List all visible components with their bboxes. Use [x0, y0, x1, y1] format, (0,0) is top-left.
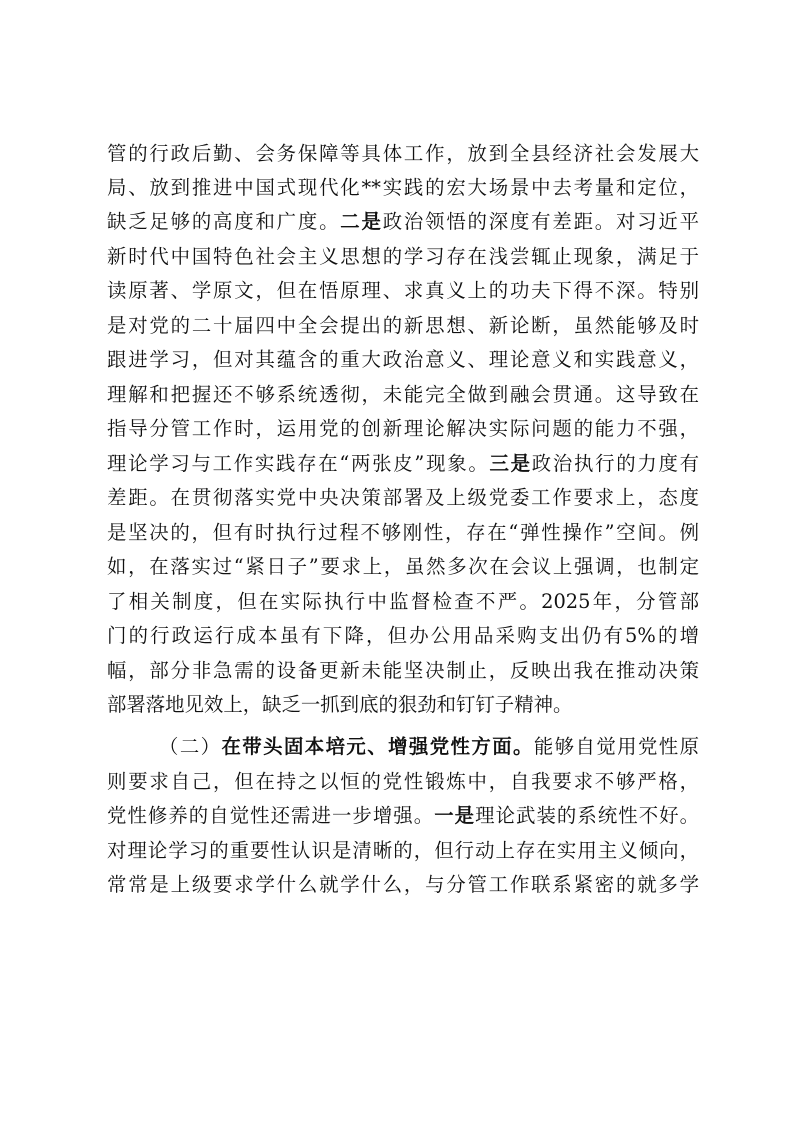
text-line: [107, 173, 699, 203]
text-line: [107, 449, 699, 479]
text-line: [107, 207, 699, 237]
text-run: 部署落地见效上，缺乏一抓到底的狠劲和钉钉子精神。: [107, 693, 573, 716]
text-line: [107, 311, 699, 341]
text-run: 门的行政运行成本虽有下降，但办公用品采购支出仍有5%的增: [107, 624, 699, 647]
text-run: 常常是上级要求学什么就学什么，与分管工作联系紧密的就多学: [107, 873, 699, 896]
text-line: [107, 767, 699, 797]
text-run: 幅，部分非急需的设备更新未能坚决制止，反映出我在推动决策: [107, 659, 699, 682]
text-run: 则要求自己，但在持之以恒的党性锻炼中，自我要求不够严格，: [107, 770, 699, 793]
text-line: [107, 276, 699, 306]
bold-lead-text: 二是: [340, 210, 383, 233]
text-line: [107, 242, 699, 272]
text-line: [107, 414, 699, 444]
text-line: [107, 139, 699, 169]
text-run: 对理论学习的重要性认识是清晰的，但行动上存在实用主义倾向，: [107, 839, 699, 862]
text-line: [107, 836, 699, 866]
text-run: 了相关制度，但在实际执行中监督检查不严。2025年，分管部: [107, 590, 699, 613]
text-line: [107, 587, 699, 617]
text-run: 党性修养的自觉性还需进一步增强。: [107, 804, 435, 827]
text-run: 如，在落实过“紧日子”要求上，虽然多次在会议上强调，也制定: [107, 555, 699, 578]
text-run: 理论学习与工作实践存在“两张皮”现象。: [107, 452, 490, 475]
text-line: [107, 656, 699, 686]
text-line: [107, 345, 699, 375]
text-run: 政治执行的力度有: [531, 452, 700, 475]
text-line: [107, 380, 699, 410]
text-line: [107, 690, 699, 720]
bold-lead-text: 三是: [489, 452, 532, 475]
text-run: 理论武装的系统性不好。: [475, 804, 700, 827]
text-run: 指导分管工作时，运用党的创新理论解决实际问题的能力不强，: [107, 417, 699, 440]
text-line: [107, 801, 699, 831]
text-run: 政治领悟的深度有差距。对习近平: [382, 210, 700, 233]
text-run: 理解和把握还不够系统透彻，未能完全做到融会贯通。这导致在: [107, 383, 699, 406]
text-line: [107, 621, 699, 651]
text-run: （二）: [159, 735, 222, 758]
text-run: 局、放到推进中国式现代化**实践的宏大场景中去考量和定位，: [107, 176, 699, 199]
text-run: 差距。在贯彻落实党中央决策部署及上级党委工作要求上，态度: [107, 486, 699, 509]
text-run: 跟进学习，但对其蕴含的重大政治意义、理论意义和实践意义，: [107, 348, 699, 371]
text-run: 新时代中国特色社会主义思想的学习存在浅尝辄止现象，满足于: [107, 245, 699, 268]
bold-lead-text: 一是: [434, 804, 476, 827]
text-run: 管的行政后勤、会务保障等具体工作，放到全县经济社会发展大: [107, 142, 699, 165]
text-line: [107, 870, 699, 900]
text-run: 是坚决的，但有时执行过程不够刚性，存在“弹性操作”空间。例: [107, 521, 699, 544]
text-line: [159, 732, 699, 762]
text-run: 是对党的二十届四中全会提出的新思想、新论断，虽然能够及时: [107, 314, 699, 337]
text-line: [107, 552, 699, 582]
text-line: [107, 483, 699, 513]
bold-lead-text: 在带头固本培元、增强党性方面。: [221, 735, 534, 758]
text-run: 读原著、学原文，但在悟原理、求真义上的功夫下得不深。特别: [107, 279, 699, 302]
text-run: 能够自觉用党性原: [533, 735, 700, 758]
text-line: [107, 518, 699, 548]
text-run: 缺乏足够的高度和广度。: [107, 210, 341, 233]
